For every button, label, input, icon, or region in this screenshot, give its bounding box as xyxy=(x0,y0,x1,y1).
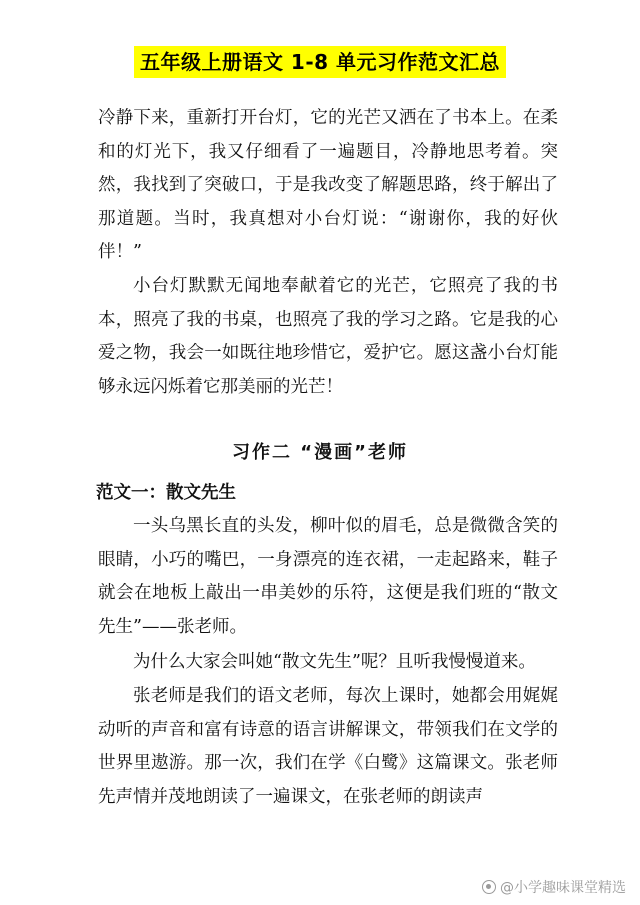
paragraph-bottom-2: 为什么大家会叫她“散文先生”呢？且听我慢慢道来。 xyxy=(133,652,536,672)
paragraph-bottom-3: 张老师是我们的语文老师，每次上课时，她都会用娓娓动听的声音和富有诗意的语言讲解课文，带领我们在文学的世界里遨游。那一次，我们在学《白鹭》这篇课文。张老师先声情并茂地朗读了一遍课文，在张老师的朗读声 xyxy=(98,686,558,807)
paragraph-top-2: 小台灯默默无闻地奉献着它的光芒，它照亮了我的书本，照亮了我的书桌，也照亮了我的学习之路。它是我的心爱之物，我会一如既往地珍惜它，爱护它。愿这盏小台灯能够永远闪烁着它那美丽的光芒！ xyxy=(98,276,558,397)
header xyxy=(0,46,640,78)
watermark-text: @小学趣味课堂精选 xyxy=(500,880,626,896)
paragraph-top-1: 冷静下来，重新打开台灯，它的光芒又洒在了书本上。在柔和的灯光下，我又仔细看了一遍题目，冷静地思考着。突然，我找到了突破口，于是我改变了解题思路，终于解出了那道题。当时，我真想对小台灯说：“谢谢你，我的好伙伴！” xyxy=(98,108,558,262)
document-title: 五年级上册语文 1-8 单元习作范文汇总 xyxy=(134,46,506,78)
section-subtitle: 范文一：散文先生 xyxy=(96,483,236,503)
watermark-logo-icon xyxy=(482,880,496,894)
watermark xyxy=(482,877,626,897)
section-title: 习作二 “漫画”老师 xyxy=(232,442,408,463)
paragraph-bottom-1: 一头乌黑长直的头发，柳叶似的眉毛，总是微微含笑的眼睛，小巧的嘴巴，一身漂亮的连衣裙，一走起路来，鞋子就会在地板上敲出一串美妙的乐符，这便是我们班的“散文先生”——张老师。 xyxy=(98,516,558,637)
